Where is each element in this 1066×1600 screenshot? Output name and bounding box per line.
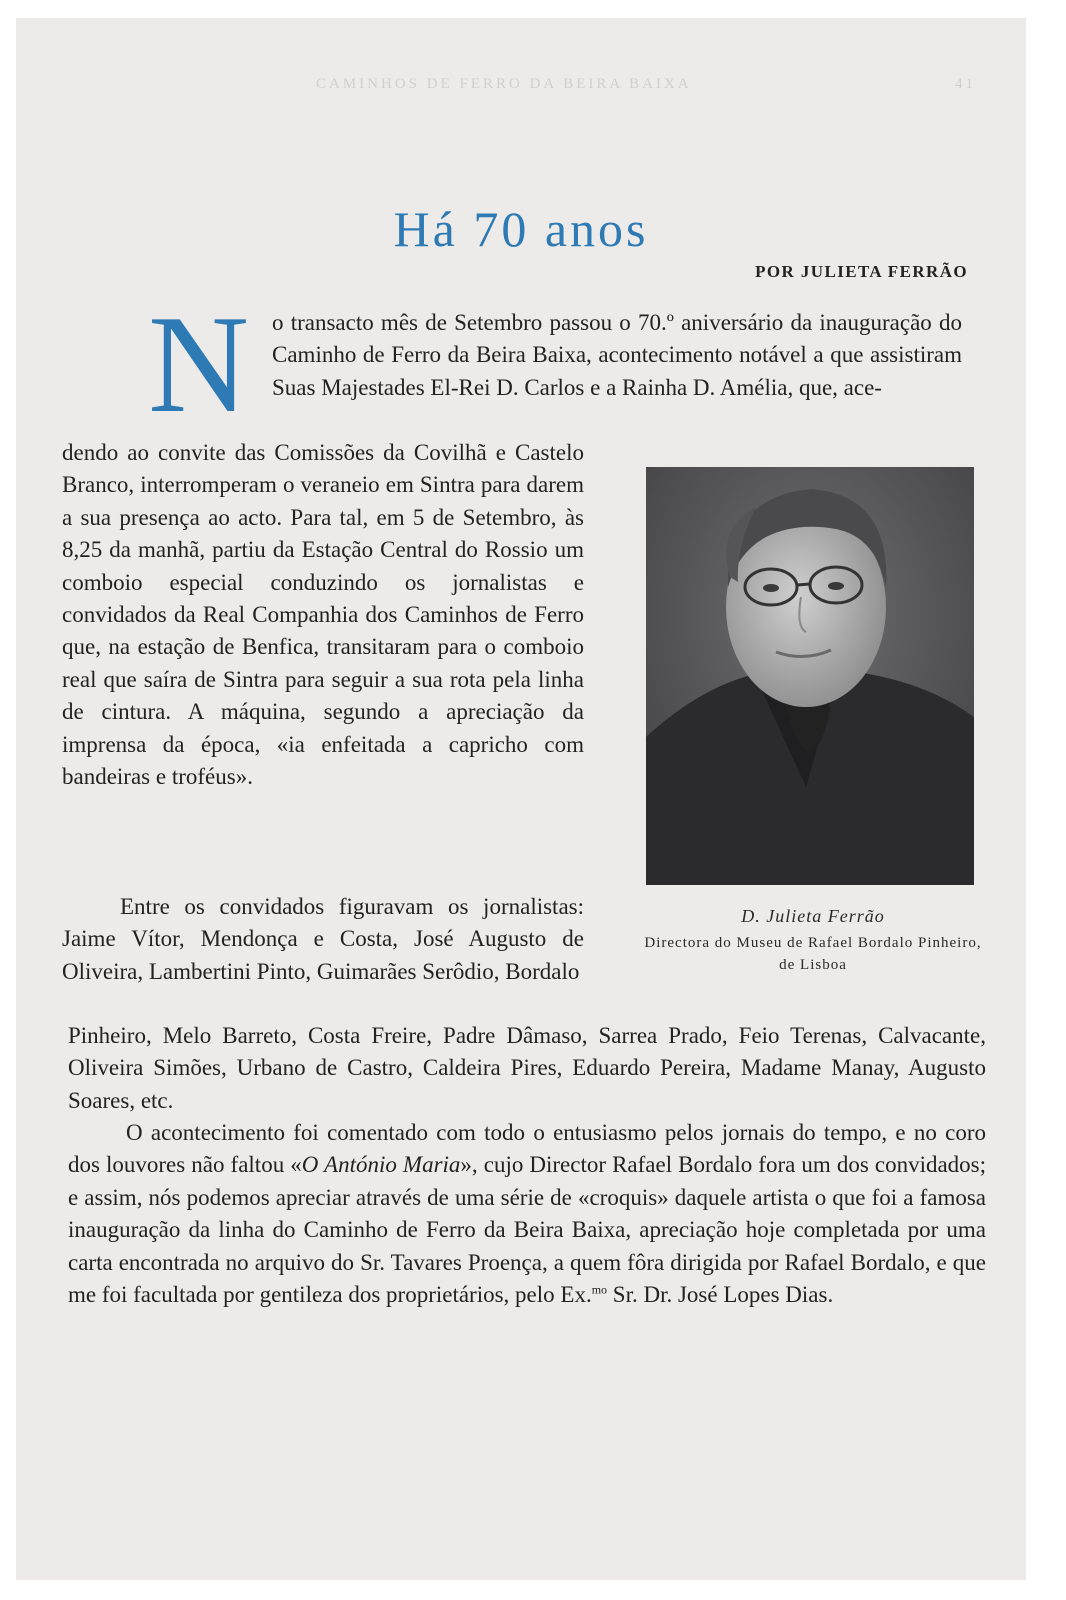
paragraph-3-part-c: Sr. Dr. José Lopes Dias.	[607, 1282, 834, 1308]
running-head	[316, 76, 976, 93]
paragraph-2-tail: Pinheiro, Melo Barreto, Costa Freire, Padre Dâmaso, Sarrea Prado, Feio Terenas, Calvacante, Oliveira Simões, Urbano de Castro, Caldeira Pires, Eduardo Pereira, Madame Manay, Augusto Soares, etc.	[68, 1023, 986, 1113]
paragraph-1-tail: dendo ao convite das Comissões da Covilhã e Castelo Branco, interromperam o veraneio em Sintra para darem a sua presença ao acto. Para tal, em 5 de Setembro, às 8,25 da manhã, partiu da Estação Central do Rossio um comboio especial conduzindo os jornalistas e convidados da Real Companhia dos Caminhos de Ferro que, na estação de Benfica, transitaram para o comboio real que saíra de Sintra para seguir a sua rota pela linha de cintura. A máquina, segundo a apreciação da imprensa da época, «ia enfeitada a capricho com bandeiras e troféus».	[62, 440, 584, 790]
byline: POR JULIETA FERRÃO	[755, 262, 968, 281]
page	[16, 18, 1026, 1580]
caption-role: Directora do Museu de Rafael Bordalo Pinheiro, de Lisboa	[644, 935, 982, 973]
paragraph-3-part-b: », cujo Director Rafael Bordalo fora um dos convidados; e assim, nós podemos apreciar através de uma série de «croquis» daquele artista o que foi a famosa inauguração da linha do Caminho de Ferro da Beira Baixa, apreciação hoje completada por uma carta encontrada no arquivo do Sr. Tavares Proença, a quem fôra dirigida por Rafael Bordalo, e que me foi facultada por gentileza dos proprietários, pelo Ex.	[68, 1152, 987, 1308]
caption-name: D. Julieta Ferrão	[741, 906, 885, 926]
drop-cap-box	[62, 287, 272, 442]
drop-cap: N	[148, 287, 250, 442]
paragraph-1-head-text: o transacto mês de Setembro passou o 70.º aniversário da inauguração do Caminho de Ferro da Beira Baixa, acontecimento notável a que assistiram Suas Majestades El-Rei D. Carlos e a Rainha D. Amélia, que, ace-	[272, 310, 962, 400]
paragraph-2-head: Entre os convidados figuravam os jornalistas: Jaime Vítor, Mendonça e Costa, José Augusto de Oliveira, Lambertini Pinto, Guimarães Serôdio, Bordalo	[62, 894, 584, 984]
photo-caption	[636, 906, 990, 976]
portrait-image	[646, 467, 974, 885]
article-title: Há 70 anos	[393, 200, 649, 257]
honorific-superscript: mo	[591, 1282, 608, 1297]
paragraph-3	[68, 1117, 986, 1311]
page-number: 41	[955, 76, 976, 92]
newspaper-title: O António Maria	[301, 1152, 461, 1178]
paragraph-3-part-a: O acontecimento foi comentado com todo o entusiasmo pelos jornais do tempo, e no coro dos louvores não faltou «	[68, 1120, 986, 1178]
running-head-text: CAMINHOS DE FERRO DA BEIRA BAIXA	[316, 76, 692, 92]
paragraph-1-head	[62, 287, 962, 442]
portrait-photo	[646, 467, 974, 885]
